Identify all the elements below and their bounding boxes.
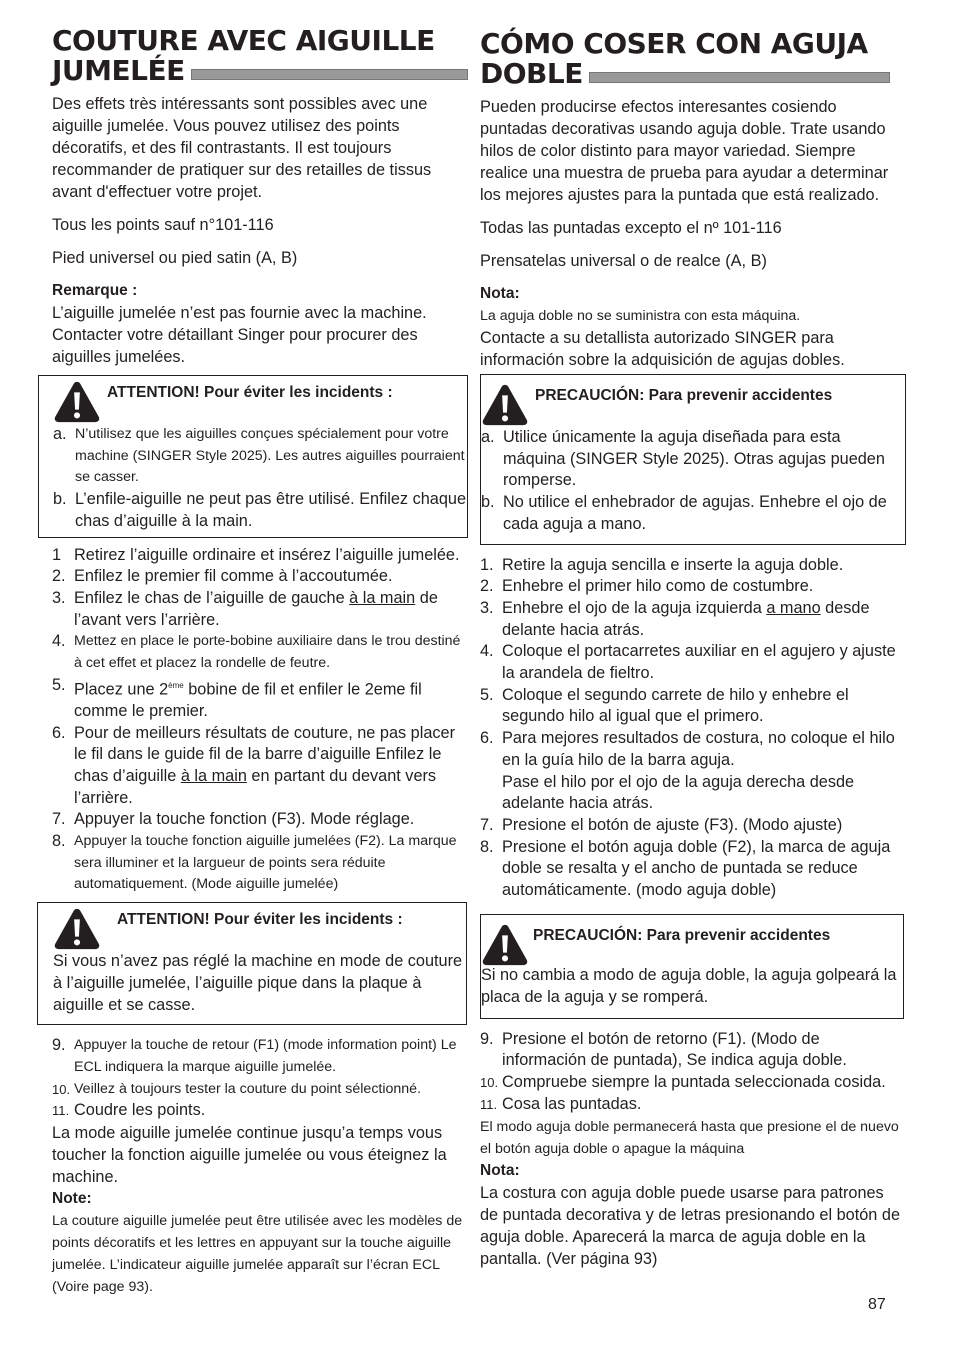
fr-foot: Pied universel ou pied satin (A, B) (52, 249, 298, 267)
fr-stitches: Tous les points sauf n°101-116 (52, 216, 274, 234)
fr-title-line2: JUMELÉE (52, 54, 185, 87)
fr-remark-text: L’aiguille jumelée n’est pas fournie avec la machine. Contacter votre détaillant Singer pour procurer des aiguilles jumelées. (52, 304, 427, 366)
es-warning-box-2 (480, 914, 904, 1019)
fr-step-10: 10. Veillez à toujours tester la couture du point sélectionné. (52, 1080, 422, 1097)
french-column (52, 26, 468, 1298)
es-warning-1-item-a: a. Utilice únicamente la aguja diseñada para esta máquina (SINGER Style 2025). Otras agujas pueden romperse. (481, 428, 885, 490)
fr-title-line1: COUTURE AVEC AIGUILLE (52, 24, 435, 57)
es-step-2: 2. Enhebre el primer hilo como de costumbre. (480, 577, 814, 596)
fr-warning-box-2 (37, 902, 467, 1025)
es-nota-text: Contacte a su detallista autorizado SINGER para información sobre la adquisición de agujas dobles. (480, 329, 845, 369)
fr-step-2: 2. Enfilez le premier fil comme à l’accoutumée. (52, 567, 393, 586)
fr-warning-1-item-a: a. N’utilisez que les aiguilles conçues spécialement pour votre machine (SINGER Style 2025). Les autres aiguilles pourraient se casser. (53, 425, 465, 486)
es-note-text: La costura con aguja doble puede usarse para patrones de puntada decorativa y de letras presionando el botón de aguja doble. Aparecerá la marca de aguja doble en la pantalla. (Ver página 93) (480, 1183, 900, 1268)
fr-step-7: 7. Appuyer la touche fonction (F3). Mode réglage. (52, 810, 415, 829)
es-intro: Pueden producirse efectos interesantes cosiendo puntadas decorativas usando aguja doble. Trate usando hilos de color distinto para mayor variedad. Siempre realice una muestra de prueba para ayudar a determinar los mejores ajustes para la puntada que está realizado. (480, 98, 889, 204)
es-step-6: 6. Para mejores resultados de costura, no coloque el hilo en la guía hilo de la barra aguja. Pase el hilo por el ojo de la aguja derecha desde adelante hacia atrás. (480, 729, 895, 813)
es-step-9: 9. Presione el botón de retorno (F1). (Modo de información de puntada), Se indica aguja doble. (480, 1029, 847, 1070)
fr-step-1: 1 Retirez l’aiguille ordinaire et insérez l’aiguille jumelée. (52, 545, 460, 564)
es-steps (480, 555, 904, 902)
es-note-head: Nota: (480, 1161, 520, 1179)
page-number: 87 (868, 1296, 886, 1313)
fr-step-3: 3. Enfilez le chas de l’aiguille de gauche à la main de l’avant vers l’arrière. (52, 588, 438, 629)
es-nota-head: Nota: (480, 285, 520, 302)
es-step-4: 4. Coloque el portacarretes auxiliar en el agujero y ajuste la arandela de fieltro. (480, 642, 896, 683)
fr-note-head: Note: (52, 1190, 92, 1207)
fr-step-11: 11. Coudre les points. (52, 1101, 206, 1120)
fr-warning-2-text: Si vous n’avez pas réglé la machine en mode de couture à l’aiguille jumelée, l’aiguille pique dans la plaque à aiguille et se casse. (53, 952, 463, 1015)
es-title-line2: DOBLE (480, 57, 583, 90)
spanish-column (480, 26, 904, 1270)
fr-step-8: 8. Appuyer la touche fonction aiguille jumelées (F2). La marque sera illuminer et la largueur de points sera réduite automatiquement. (Mode aiguille jumelée) (52, 832, 457, 893)
es-warning-1-title: PRECAUCIÓN: Para prevenir accidentes (535, 387, 833, 404)
fr-note-text: La couture aiguille jumelée peut être utilisée avec les modèles de points décoratifs et les lettres en appuyant sur la touche aiguille jumelée. L’indicateur aiguille jumelée apparaît sur l’écran ECL (Voire page 93). (52, 1213, 463, 1295)
es-title-line1: CÓMO COSER CON AGUJA (480, 27, 868, 60)
warning-icon (481, 923, 529, 967)
fr-step-9: 9. Appuyer la touche de retour (F1) (mode information point) Le ECL indiquera la marque aiguille jumelée. (52, 1036, 457, 1075)
es-title-rule (589, 72, 890, 83)
es-step-11: 11. Cosa las puntadas. (480, 1094, 642, 1113)
fr-step-6: 6. Pour de meilleurs résultats de couture, ne pas placer le fil dans le guide fil de la barre d’aiguille Enfilez le chas d’aiguille à la main en partant du devant vers l’arrière. (52, 723, 456, 807)
es-steps-2 (480, 1029, 904, 1116)
es-foot: Prensatelas universal o de realce (A, B) (480, 252, 767, 270)
fr-warning-2-title: ATTENTION! Pour éviter les incidents : (117, 911, 403, 929)
es-warning-box-1 (480, 374, 906, 545)
fr-step-5: 5. Placez une 2ème bobine de fil et enfiler le 2eme fil comme le premier. (52, 675, 422, 720)
warning-icon (481, 383, 529, 427)
es-step-8: 8. Presione el botón aguja doble (F2), la marca de aguja doble se resalta y el ancho de puntada se reduce automáticamente. (modo aguja doble) (480, 837, 891, 900)
fr-warning-box-1 (38, 375, 468, 538)
fr-title (52, 26, 468, 86)
es-step-3: 3. Enhebre el ojo de la aguja izquierda a mano desde delante hacia atrás. (480, 598, 870, 639)
es-step-10: 10. Compruebe siempre la puntada seleccionada cosida. (480, 1073, 886, 1092)
es-closing: El modo aguja doble permanecerá hasta que presione el de nuevo el botón aguja doble o apague la máquina (480, 1118, 899, 1157)
es-step-1: 1. Retire la aguja sencilla e inserte la aguja doble. (480, 555, 844, 574)
fr-steps (52, 545, 468, 897)
es-warning-2-title: PRECAUCIÓN: Para prevenir accidentes (533, 926, 831, 944)
fr-intro: Des effets très intéressants sont possibles avec une aiguille jumelée. Vous pouvez utilisez des points décoratifs, et des fil contrastants. Il est toujours recommander de pratiquer sur des retailles de tissus avant d'effectuer votre projet. (52, 95, 432, 201)
warning-icon (53, 380, 101, 424)
es-title (480, 29, 904, 89)
warning-icon (53, 907, 101, 951)
es-step-7: 7. Presione el botón de ajuste (F3). (Modo ajuste) (480, 815, 843, 834)
es-warning-1-item-b: b. No utilice el enhebrador de agujas. Enhebre el ojo de cada aguja a mano. (481, 493, 887, 533)
fr-warning-1-item-b: b. L’enfile-aiguille ne peut pas être utilisé. Enfilez chaque chas d’aiguille à la main. (53, 490, 467, 530)
fr-step-4: 4. Mettez en place le porte-bobine auxiliaire dans le trou destiné à cet effet et placez la rondelle de feutre. (52, 632, 461, 672)
es-step-5: 5. Coloque el segundo carrete de hilo y enhebre el segundo hilo al igual que el primero. (480, 685, 849, 726)
fr-closing: La mode aiguille jumelée continue jusqu’a temps vous toucher la fonction aiguille jumelée ou vous éteignez la machine. (52, 1124, 447, 1186)
fr-title-rule (191, 69, 468, 80)
es-nota-small: La aguja doble no se suministra con esta máquina. (480, 308, 801, 324)
fr-remark-head: Remarque : (52, 282, 138, 299)
fr-warning-1-title: ATTENTION! Pour éviter les incidents : (107, 384, 393, 401)
es-warning-2-text: Si no cambia a modo de aguja doble, la aguja golpeará la placa de la aguja y se romperá. (481, 965, 897, 1006)
es-stitches: Todas las puntadas excepto el nº 101-116 (480, 219, 782, 237)
fr-steps-2 (52, 1035, 468, 1122)
